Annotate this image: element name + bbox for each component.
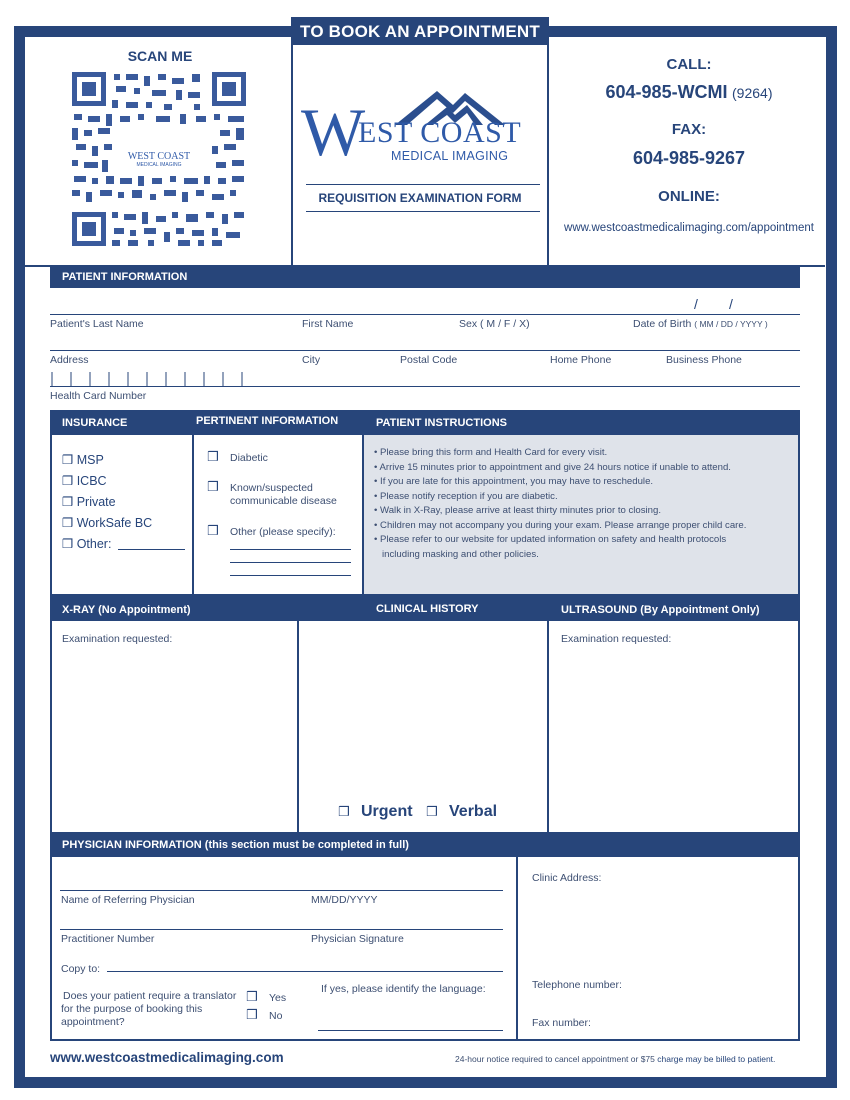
health-card-label: Health Card Number xyxy=(50,390,147,402)
instruction-item: including masking and other policies. xyxy=(382,548,539,560)
yes-label: Yes xyxy=(269,992,287,1004)
call-label: CALL: xyxy=(666,56,712,73)
dob-slash-2: / xyxy=(729,296,733,312)
footer-notice-text: 24-hour notice required to cancel appointment or $75 xyxy=(455,1054,655,1064)
address-label: Address xyxy=(50,354,89,366)
instruction-item: • Children may not accompany you during your exam. Please arrange proper child care. xyxy=(374,519,747,531)
address-line[interactable] xyxy=(50,350,800,351)
fax-label: FAX: xyxy=(671,121,707,138)
referring-label: Name of Referring Physician xyxy=(61,894,195,906)
insurance-icbc[interactable] xyxy=(62,473,107,488)
scan-me-label: SCAN ME xyxy=(127,48,193,64)
insurance-title: INSURANCE xyxy=(62,417,128,429)
no-checkbox[interactable]: ❒ xyxy=(246,1007,258,1022)
instruction-item: • Please notify reception if you are diabetic. xyxy=(374,490,558,502)
known-checkbox[interactable]: ❒ xyxy=(207,479,219,494)
checkbox-icon[interactable]: ❒ xyxy=(62,474,74,488)
last-name-label: Patient's Last Name xyxy=(50,318,144,330)
patient-info-bar xyxy=(50,266,800,288)
other-line-3[interactable] xyxy=(230,575,351,576)
insurance-msp-label: MSP xyxy=(76,453,104,467)
insurance-worksafe[interactable] xyxy=(62,515,152,530)
dob-label xyxy=(633,318,768,330)
form-title: REQUISITION EXAMINATION FORM xyxy=(318,191,522,205)
diabetic-label: Diabetic xyxy=(230,452,268,464)
language-label: If yes, please identify the language: xyxy=(321,983,486,995)
verbal-label: Verbal xyxy=(449,803,498,820)
clinic-address-label: Clinic Address: xyxy=(532,872,602,884)
insurance-other-label: Other: xyxy=(76,537,112,551)
call-line xyxy=(549,82,829,103)
logo-medical-imaging: MEDICAL IMAGING xyxy=(391,149,509,163)
call-number[interactable]: 604-985-WCMI xyxy=(605,82,728,102)
insurance-worksafe-label: WorkSafe BC xyxy=(76,516,153,530)
instructions-title: PATIENT INSTRUCTIONS xyxy=(376,417,507,429)
ultrasound-box[interactable] xyxy=(549,621,800,832)
form-title-rule-top xyxy=(306,184,540,185)
footer-website[interactable]: www.westcoastmedicalimaging.com xyxy=(50,1050,284,1065)
form-title-rule-bottom xyxy=(306,211,540,212)
urgent-label: Urgent xyxy=(361,803,413,820)
footer-notice-bold: charge may be billed to patient. xyxy=(657,1054,776,1064)
footer-notice xyxy=(455,1054,775,1064)
clinical-box[interactable] xyxy=(299,621,549,832)
translator-q1: Does your patient require a translator xyxy=(63,990,237,1002)
insurance-private-label: Private xyxy=(76,495,116,509)
qr-logo-sub: MEDICAL IMAGING xyxy=(136,162,182,168)
insurance-other[interactable] xyxy=(62,536,111,551)
header-divider-left xyxy=(291,37,293,267)
checkbox-icon[interactable]: ❒ xyxy=(62,495,74,509)
signature-label: Physician Signature xyxy=(311,933,404,945)
language-line[interactable] xyxy=(318,1030,503,1031)
instruction-item: • If you are late for this appointment, you may have to reschedule. xyxy=(374,476,654,487)
known-label-1: Known/suspected xyxy=(230,482,313,494)
physician-right-box xyxy=(518,857,800,1041)
checkbox-icon[interactable]: ❒ xyxy=(62,516,74,530)
pertinent-title: PERTINENT INFORMATION xyxy=(196,415,339,427)
dob-format: ( MM / DD / YYYY ) xyxy=(694,319,768,329)
insurance-icbc-label: ICBC xyxy=(76,474,107,488)
instructions-list xyxy=(374,446,794,562)
business-phone-label: Business Phone xyxy=(666,354,742,366)
call-digits: (9264) xyxy=(732,85,773,101)
physician-bar xyxy=(50,832,800,857)
insurance-msp[interactable] xyxy=(62,452,104,467)
pertinent-box xyxy=(194,435,364,596)
physician-title: PHYSICIAN INFORMATION (this section must be completed in full) xyxy=(62,839,409,851)
online-label: ONLINE: xyxy=(658,188,720,205)
practitioner-label: Practitioner Number xyxy=(61,933,155,945)
yes-checkbox[interactable]: ❒ xyxy=(246,989,258,1004)
home-phone-label: Home Phone xyxy=(550,354,612,366)
copy-to-label: Copy to: xyxy=(61,963,101,975)
postal-label: Postal Code xyxy=(400,354,458,366)
insurance-other-line[interactable] xyxy=(118,549,185,550)
instruction-item: • Please bring this form and Health Card for every visit. xyxy=(374,447,608,458)
health-card-line xyxy=(50,386,800,387)
fax-number[interactable]: 604-985-9267 xyxy=(632,148,746,168)
xray-title: X-RAY (No Appointment) xyxy=(62,604,191,616)
no-label: No xyxy=(269,1010,283,1022)
book-appointment-tab: TO BOOK AN APPOINTMENT xyxy=(291,17,549,45)
clinical-title: CLINICAL HISTORY xyxy=(376,603,479,615)
date-label: MM/DD/YYYY xyxy=(311,894,378,906)
known-label-2: communicable disease xyxy=(230,495,337,507)
insurance-private[interactable] xyxy=(62,494,116,509)
copy-to-line[interactable] xyxy=(107,971,503,972)
instruction-item: • Arrive 15 minutes prior to appointment and give 24 hours notice if unable to attend. xyxy=(374,461,731,473)
instruction-item: • Walk in X-Ray, please arrive at least thirty minutes prior to closing. xyxy=(374,505,662,516)
city-label: City xyxy=(302,354,321,366)
verbal-checkbox[interactable]: ❒ xyxy=(426,804,438,819)
urgent-checkbox[interactable]: ❒ xyxy=(338,804,350,819)
referring-line[interactable] xyxy=(60,890,503,891)
dob-label-text: Date of Birth xyxy=(633,318,692,330)
other-line-2[interactable] xyxy=(230,562,351,563)
other-label: Other (please specify): xyxy=(230,526,336,538)
diabetic-checkbox[interactable]: ❒ xyxy=(207,449,219,464)
online-url[interactable]: www.westcoastmedicalimaging.com/appointment xyxy=(564,222,814,234)
xray-exam-requested: Examination requested: xyxy=(62,633,173,645)
ultrasound-title: ULTRASOUND (By Appointment Only) xyxy=(561,604,760,616)
fax-label-physician: Fax number: xyxy=(532,1017,591,1029)
translator-q2: for the purpose of booking this xyxy=(61,1003,203,1015)
checkbox-icon[interactable]: ❒ xyxy=(62,537,74,551)
xray-box[interactable] xyxy=(50,621,299,832)
instruction-item: • Please refer to our website for updated information on safety and health protocols xyxy=(374,534,727,545)
telephone-label: Telephone number: xyxy=(532,979,622,991)
dob-slash-1: / xyxy=(694,296,698,312)
qr-logo-text: WEST COAST xyxy=(127,151,191,162)
patient-info-title: PATIENT INFORMATION xyxy=(62,271,188,283)
translator-q3: appointment? xyxy=(61,1016,125,1028)
patient-name-line[interactable] xyxy=(50,314,800,315)
sex-label: Sex ( M / F / X) xyxy=(459,318,530,330)
checkbox-icon[interactable]: ❒ xyxy=(62,453,74,467)
first-name-label: First Name xyxy=(302,318,354,330)
other-line-1[interactable] xyxy=(230,549,351,550)
practitioner-line[interactable] xyxy=(60,929,503,930)
logo-west-coast: EST COAST xyxy=(358,116,522,149)
ultrasound-exam-requested: Examination requested: xyxy=(561,633,672,645)
other-checkbox[interactable]: ❒ xyxy=(207,523,219,538)
logo-w: W xyxy=(301,94,366,170)
